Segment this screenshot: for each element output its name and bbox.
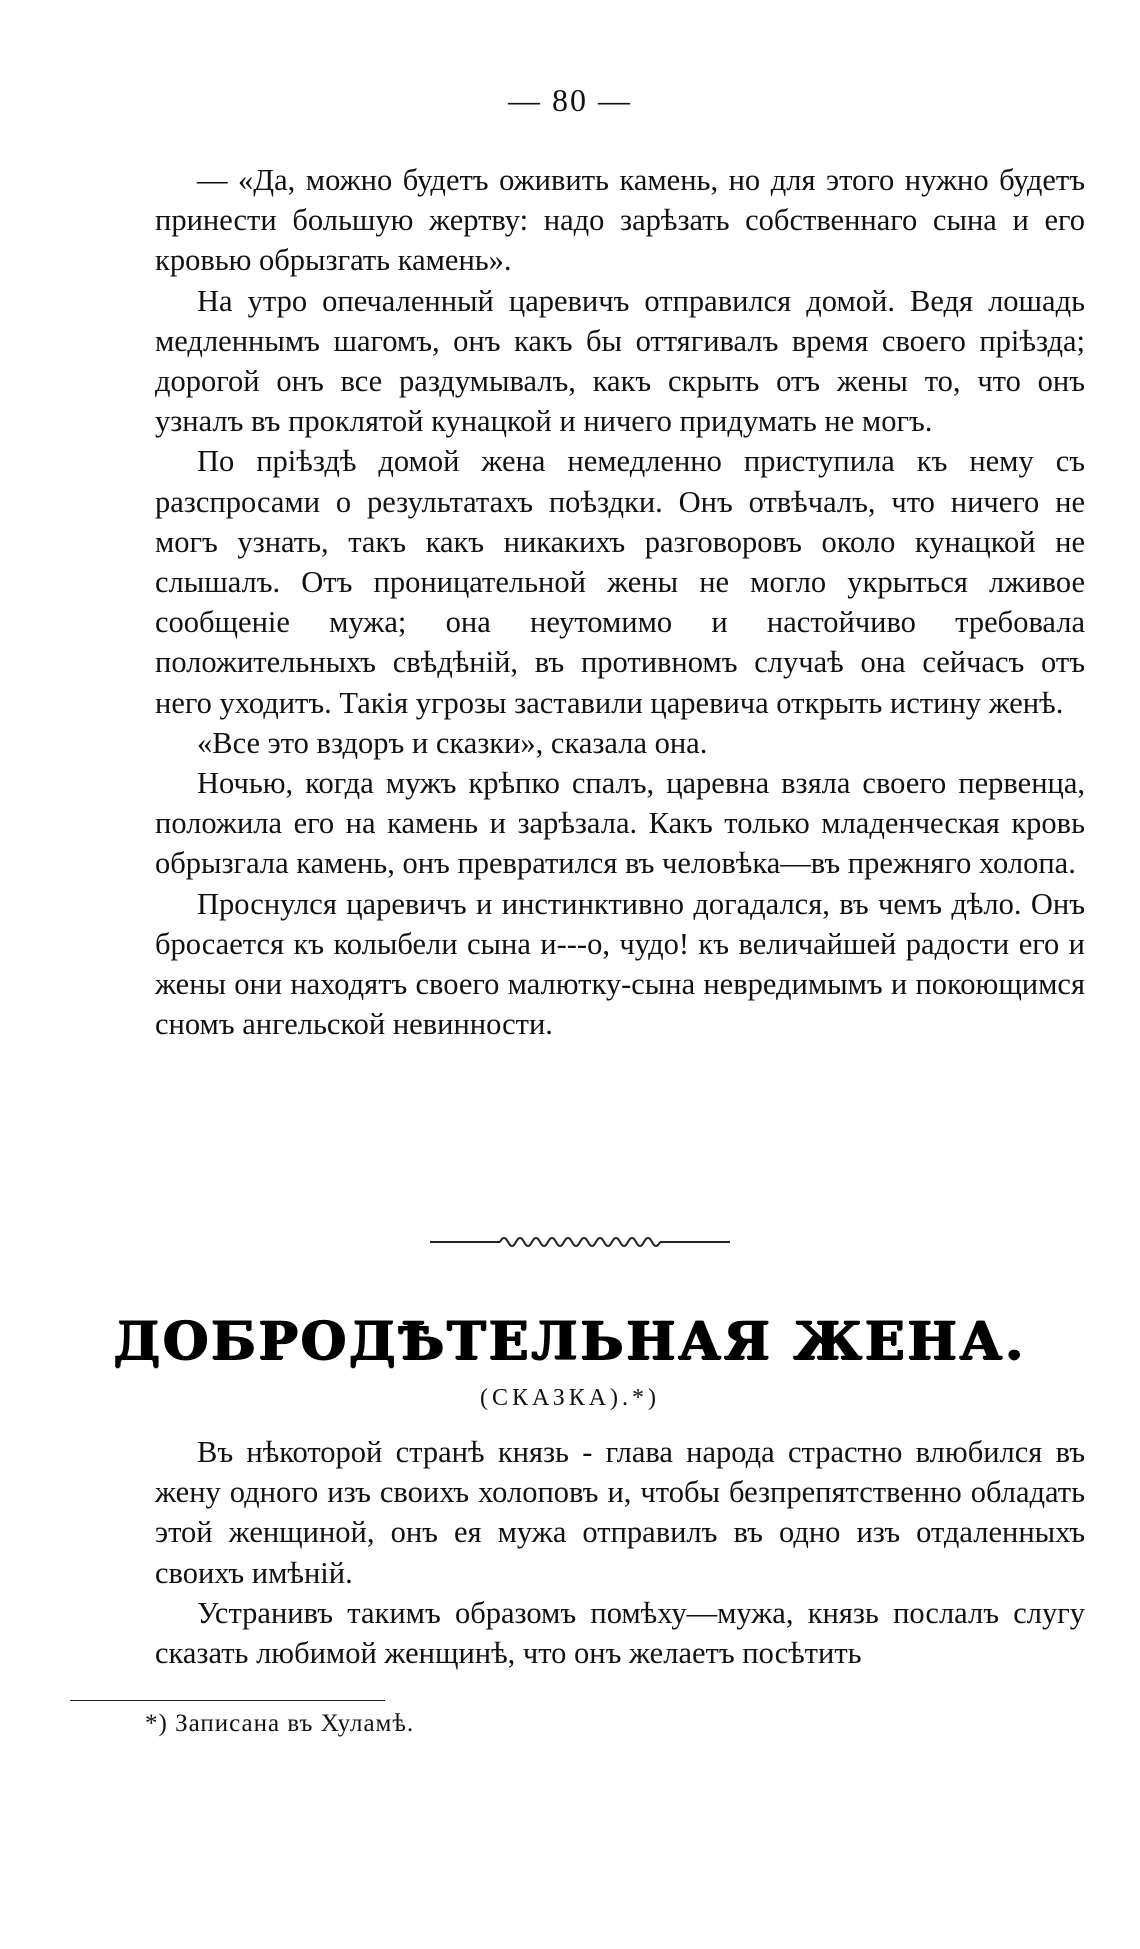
paragraph: Ночью, когда мужъ крѣпко спалъ, царевна взяла своего первенца, положила его на камень и зарѣзала. Какъ только младенческая кровь обрызгала камень, онъ превратился въ человѣка—въ прежняго холопа. — [155, 766, 1085, 881]
footnote-rule — [70, 1700, 385, 1701]
section-story-text — [155, 1432, 1085, 1673]
paragraph: Проснулся царевичъ и инстинктивно догадался, въ чемъ дѣло. Онъ бросается къ колыбели сына и---о, чудо! къ величайшей радости его и жены они находятъ своего малютку-сына невредимымъ и покоющимся сномъ ангельской невинности. — [155, 886, 1085, 1042]
paragraph: «Все это вздоръ и сказки», сказала она. — [197, 725, 708, 760]
paragraph: — «Да, можно будетъ оживить камень, но для этого нужно будетъ принести большую жертву: надо зарѣзать собственнаго сына и его кровью обрызгать камень». — [155, 163, 1085, 278]
story-title: ДОБРОДѢТЕЛЬНАЯ ЖЕНА. — [113, 1311, 1027, 1372]
footnote: *) Записана въ Хуламѣ. — [145, 1710, 415, 1737]
paragraph: На утро опечаленный царевичъ отправился домой. Ведя лошадь медленнымъ шагомъ, онъ какъ бы оттягивалъ время своего пріѣзда; дорогой онъ все раздумывалъ, какъ скрыть отъ жены то, что онъ узналъ въ проклятой кунацкой и ничего придумать не могъ. — [155, 283, 1085, 439]
section-previous-story — [155, 160, 1085, 1044]
story-subtitle: (СКАЗКА).*) — [479, 1385, 661, 1411]
ornament-divider — [430, 1228, 730, 1252]
paragraph: Въ нѣкоторой странѣ князь - глава народа страстно влюбился въ жену одного изъ своихъ холоповъ и, чтобы безпрепятственно обладать этой женщиной, онъ ея мужа отправилъ въ одно изъ отдаленныхъ своихъ имѣній. — [155, 1435, 1085, 1590]
paragraph: По пріѣздѣ домой жена немедленно приступила къ нему съ разспросами о результатахъ поѣздки. Онъ отвѣчалъ, что ничего не могъ узнать, такъ какъ никакихъ разговоровъ около кунацкой не слышалъ. Отъ проницательной жены не могло укрыться лживое сообщеніе мужа; она неутомимо и настойчиво требовала положительныхъ свѣдѣній, въ противномъ случаѣ она сейчасъ отъ него уходитъ. Такія угрозы заставили царевича открыть истину женѣ. — [155, 444, 1085, 720]
page-number: — 80 — — [508, 82, 632, 118]
paragraph: Устранивъ такимъ образомъ помѣху—мужа, князь послалъ слугу сказать любимой женщинѣ, что онъ желаетъ посѣтить — [155, 1595, 1085, 1671]
